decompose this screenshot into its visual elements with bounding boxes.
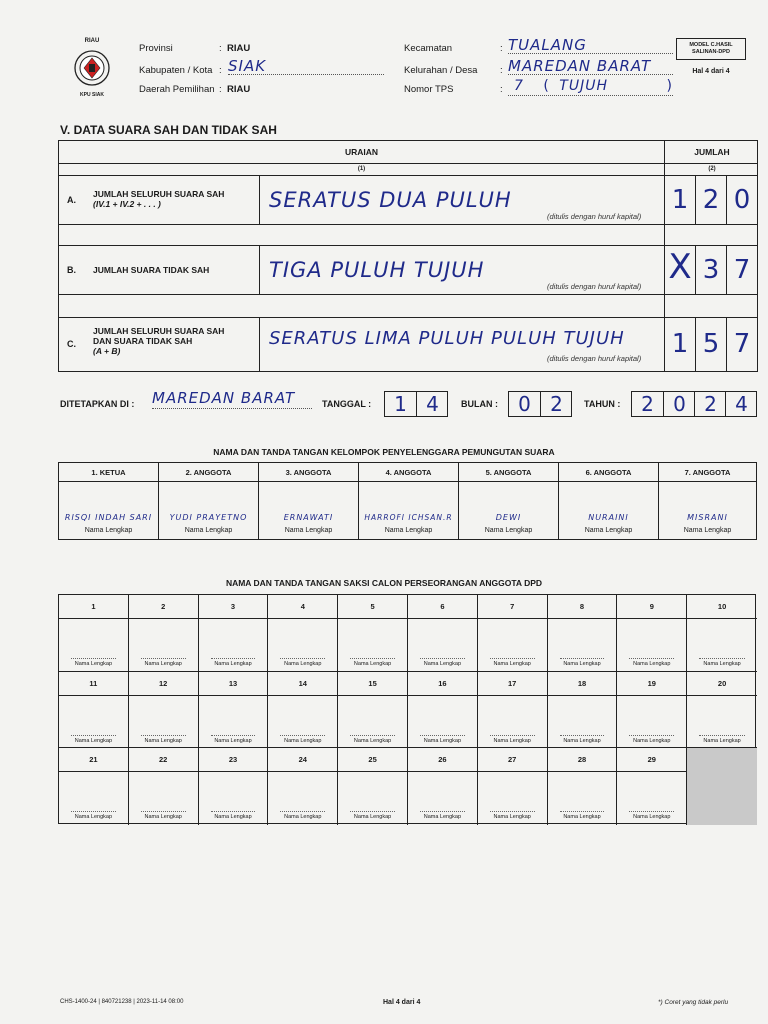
saksi-cell — [478, 748, 548, 825]
saksi-cell — [59, 748, 129, 825]
saksi-cell — [199, 595, 269, 672]
saksi-cell — [548, 595, 618, 672]
saksi-number: 27 — [478, 748, 547, 772]
saksi-nama-label: Nama Lengkap — [214, 737, 252, 744]
saksi-cell — [408, 672, 478, 749]
saksi-signature-line — [141, 658, 186, 659]
row-b-digit-2: 3 — [702, 255, 720, 285]
kpps-col-6: 6. ANGGOTA NURAINI Nama Lengkap — [559, 463, 659, 539]
row-c-digit-3: 7 — [733, 329, 751, 359]
saksi-number: 26 — [408, 748, 477, 772]
saksi-nama-label: Nama Lengkap — [74, 737, 113, 744]
row-b-note: (ditulis dengan huruf kapital) — [547, 282, 642, 291]
saksi-number: 14 — [268, 672, 337, 696]
kpps-col-3: 3. ANGGOTA ERNAWATI Nama Lengkap — [259, 463, 359, 539]
saksi-signature-line — [699, 735, 745, 736]
saksi-nama-label: Nama Lengkap — [563, 814, 601, 821]
saksi-nama-label: Nama Lengkap — [284, 661, 322, 667]
saksi-signature-line — [350, 811, 395, 812]
kelurahan-label: Kelurahan / Desa — [404, 65, 478, 76]
row-c-note: (ditulis dengan huruf kapital) — [547, 354, 642, 363]
saksi-title: NAMA DAN TANDA TANGAN SAKSI CALON PERSEORANGAN ANGGOTA DPD — [225, 578, 543, 588]
saksi-signature-line — [699, 658, 745, 659]
saksi-number: 20 — [687, 672, 757, 696]
saksi-signature-line — [560, 811, 605, 812]
saksi-number: 1 — [59, 595, 128, 619]
saksi-number: 23 — [199, 748, 268, 772]
saksi-number: 6 — [408, 595, 477, 619]
kpps-name-1: RISQI INDAH SARI — [64, 513, 153, 522]
saksi-cell — [268, 672, 338, 749]
model-line-2: SALINAN-DPD — [692, 49, 730, 55]
saksi-nama-label: Nama Lengkap — [284, 814, 322, 821]
saksi-nama-label: Nama Lengkap — [633, 814, 671, 821]
kpps-col-2: 2. ANGGOTA YUDI PRAYETNO Nama Lengkap — [159, 463, 259, 539]
saksi-nama-label: Nama Lengkap — [563, 737, 601, 744]
saksi-signature-line — [490, 735, 535, 736]
saksi-signature-line — [141, 735, 186, 736]
kpps-col-1: 1. KETUA RISQI INDAH SARI Nama Lengkap — [59, 463, 159, 539]
saksi-number: 13 — [199, 672, 268, 696]
page-indicator: Hal 4 dari 4 — [692, 68, 730, 75]
model-box — [676, 38, 746, 60]
kpps-title: NAMA DAN TANDA TANGAN KELOMPOK PENYELENGGARA PEMUNGUTAN SUARA — [213, 447, 555, 457]
saksi-nama-label: Nama Lengkap — [703, 737, 741, 744]
saksi-cell — [338, 672, 408, 749]
tps-words: TUJUH — [559, 78, 608, 94]
tanggal-label: TANGGAL : — [322, 399, 372, 409]
saksi-cell — [199, 672, 269, 749]
kpu-logo — [68, 38, 116, 98]
kabupaten-value: SIAK — [228, 57, 384, 75]
saksi-cell — [617, 672, 687, 749]
saksi-nama-label: Nama Lengkap — [74, 661, 113, 667]
saksi-signature-line — [71, 735, 116, 736]
saksi-signature-line — [211, 658, 256, 659]
ditetapkan-value: MAREDAN BARAT — [152, 389, 312, 409]
saksi-signature-line — [629, 811, 674, 812]
saksi-number: 22 — [129, 748, 198, 772]
saksi-cell — [408, 595, 478, 672]
saksi-signature-line — [490, 811, 535, 812]
saksi-signature-line — [350, 658, 395, 659]
saksi-nama-label: Nama Lengkap — [144, 814, 182, 821]
saksi-number: 18 — [548, 672, 617, 696]
saksi-nama-label: Nama Lengkap — [493, 661, 531, 667]
saksi-nama-label: Nama Lengkap — [633, 737, 671, 744]
saksi-number: 28 — [548, 748, 617, 772]
col-jumlah-num: (2) — [708, 166, 716, 172]
row-c-digit-1: 1 — [671, 329, 689, 359]
kpps-col-4: 4. ANGGOTA HARROFI ICHSAN.R Nama Lengkap — [359, 463, 459, 539]
saksi-cell — [408, 748, 478, 825]
kpps-table — [58, 462, 757, 540]
kpps-name-3: ERNAWATI — [283, 513, 334, 522]
saksi-nama-label: Nama Lengkap — [284, 737, 322, 744]
saksi-cell — [268, 748, 338, 825]
saksi-number: 19 — [617, 672, 686, 696]
saksi-number: 10 — [687, 595, 757, 619]
footer-code: CHS-1400-24 | 840721238 | 2023-11-14 08:00 — [60, 999, 184, 1005]
saksi-cell — [129, 595, 199, 672]
saksi-signature-line — [420, 811, 465, 812]
saksi-cell — [548, 672, 618, 749]
kpps-name-5: DEWI — [495, 513, 522, 522]
row-c-words: SERATUS LIMA PULUH PULUH TUJUH — [269, 328, 625, 349]
daerah-label: Daerah Pemilihan — [139, 84, 215, 95]
saksi-number: 21 — [59, 748, 128, 772]
saksi-cell — [129, 672, 199, 749]
kpps-col-5: 5. ANGGOTA DEWI Nama Lengkap — [459, 463, 559, 539]
saksi-number: 5 — [338, 595, 407, 619]
saksi-signature-line — [629, 658, 674, 659]
saksi-cell — [59, 672, 129, 749]
saksi-nama-label: Nama Lengkap — [493, 737, 531, 744]
row-a-note: (ditulis dengan huruf kapital) — [547, 212, 642, 221]
col-uraian: URAIAN — [344, 147, 379, 157]
row-b-digit-3: 7 — [733, 255, 751, 285]
saksi-number: 17 — [478, 672, 547, 696]
kpps-col-7: 7. ANGGOTA MISRANI Nama Lengkap — [659, 463, 756, 539]
saksi-nama-label: Nama Lengkap — [214, 661, 252, 667]
saksi-grid — [58, 594, 756, 824]
saksi-nama-label: Nama Lengkap — [423, 661, 462, 667]
saksi-nama-label: Nama Lengkap — [633, 661, 671, 667]
saksi-number: 4 — [268, 595, 337, 619]
saksi-nama-label: Nama Lengkap — [493, 814, 531, 821]
saksi-nama-label: Nama Lengkap — [353, 661, 392, 667]
saksi-nama-label: Nama Lengkap — [423, 737, 462, 744]
saksi-cell — [617, 595, 687, 672]
saksi-nama-label: Nama Lengkap — [353, 814, 392, 821]
saksi-signature-line — [211, 735, 256, 736]
saksi-signature-line — [560, 735, 605, 736]
saksi-cell — [478, 672, 548, 749]
saksi-cell — [478, 595, 548, 672]
saksi-number: 9 — [617, 595, 686, 619]
bulan-box: 0 2 — [508, 391, 572, 417]
section-title: V. DATA SUARA SAH DAN TIDAK SAH — [60, 123, 277, 137]
saksi-number: 25 — [338, 748, 407, 772]
ditetapkan-label: DITETAPKAN DI : — [60, 399, 135, 409]
logo-top-text: RIAU — [84, 38, 100, 44]
bulan-label: BULAN : — [461, 399, 498, 409]
saksi-cell — [268, 595, 338, 672]
row-c-digit-2: 5 — [702, 329, 720, 359]
saksi-signature-line — [420, 735, 465, 736]
saksi-number: 29 — [617, 748, 686, 772]
saksi-number: 7 — [478, 595, 547, 619]
kpps-name-6: NURAINI — [588, 513, 629, 522]
saksi-signature-line — [280, 811, 325, 812]
kabupaten-label: Kabupaten / Kota — [139, 65, 213, 76]
saksi-cell — [617, 748, 687, 825]
kecamatan-value: TUALANG — [508, 36, 673, 54]
row-a-digit-2: 2 — [702, 185, 720, 215]
saksi-cell — [687, 595, 757, 672]
saksi-nama-label: Nama Lengkap — [423, 814, 462, 821]
saksi-nama-label: Nama Lengkap — [144, 661, 182, 667]
model-line-1: MODEL C.HASIL — [689, 42, 733, 48]
saksi-number: 2 — [129, 595, 198, 619]
tanggal-box: 1 4 — [384, 391, 448, 417]
col-uraian-num: (1) — [357, 166, 366, 172]
kelurahan-value: MAREDAN BARAT — [508, 57, 673, 75]
row-b-label: JUMLAH SUARA TIDAK SAH — [93, 265, 210, 275]
saksi-signature-line — [560, 658, 605, 659]
tps-value-field: 7 ( TUJUH ) — [508, 78, 673, 96]
saksi-nama-label: Nama Lengkap — [353, 737, 392, 744]
saksi-signature-line — [280, 658, 325, 659]
vote-data-table — [58, 140, 758, 372]
saksi-cell — [687, 672, 757, 749]
saksi-cell — [129, 748, 199, 825]
saksi-cell — [59, 595, 129, 672]
saksi-nama-label: Nama Lengkap — [563, 661, 601, 667]
saksi-cell — [199, 748, 269, 825]
footer-note: *) Coret yang tidak perlu — [658, 999, 729, 1006]
saksi-number: 8 — [548, 595, 617, 619]
saksi-signature-line — [211, 811, 256, 812]
saksi-number: 16 — [408, 672, 477, 696]
provinsi-value: RIAU — [227, 43, 251, 54]
row-b-letter: B. — [67, 265, 76, 275]
kpps-name-4: HARROFI ICHSAN.R — [364, 513, 453, 522]
row-c-label: JUMLAH SELURUH SUARA SAH DAN SUARA TIDAK SAH (A + B) — [93, 326, 225, 356]
saksi-nama-label: Nama Lengkap — [144, 737, 182, 744]
saksi-signature-line — [420, 658, 465, 659]
saksi-nama-label: Nama Lengkap — [703, 661, 741, 667]
saksi-number: 15 — [338, 672, 407, 696]
row-c-letter: C. — [67, 339, 76, 349]
row-a-digit-3: 0 — [733, 185, 751, 215]
saksi-signature-line — [71, 658, 116, 659]
saksi-signature-line — [350, 735, 395, 736]
logo-bottom-text: KPU SIAK — [80, 92, 104, 98]
row-b-digit-1-crossed: X — [668, 247, 692, 287]
row-a-label: JUMLAH SELURUH SUARA SAH (IV.1 + IV.2 + . . . ) — [93, 189, 225, 209]
saksi-number: 3 — [199, 595, 268, 619]
saksi-signature-line — [71, 811, 116, 812]
kpu-emblem-icon — [68, 38, 116, 98]
row-a-words: SERATUS DUA PULUH — [269, 188, 512, 212]
row-b-words: TIGA PULUH TUJUH — [269, 258, 485, 282]
saksi-number: 11 — [59, 672, 128, 696]
tps-label: Nomor TPS — [404, 84, 454, 95]
saksi-cell — [548, 748, 618, 825]
saksi-cell — [338, 595, 408, 672]
tps-number: 7 — [514, 78, 524, 94]
saksi-blank-cell — [687, 748, 757, 825]
tahun-box: 2 0 2 4 — [631, 391, 757, 417]
daerah-value: RIAU — [227, 84, 251, 95]
kecamatan-label: Kecamatan — [404, 43, 453, 54]
footer-page: Hal 4 dari 4 — [383, 999, 421, 1006]
provinsi-label: Provinsi — [139, 43, 173, 54]
saksi-signature-line — [629, 735, 674, 736]
col-jumlah: JUMLAH — [694, 147, 730, 157]
row-a-digit-1: 1 — [671, 185, 689, 215]
saksi-number: 12 — [129, 672, 198, 696]
saksi-signature-line — [141, 811, 186, 812]
row-a-letter: A. — [67, 195, 76, 205]
saksi-number: 24 — [268, 748, 337, 772]
saksi-cell — [338, 748, 408, 825]
saksi-nama-label: Nama Lengkap — [74, 814, 113, 821]
saksi-nama-label: Nama Lengkap — [214, 814, 252, 821]
kpps-name-7: MISRANI — [687, 513, 728, 522]
kpps-name-2: YUDI PRAYETNO — [169, 513, 248, 522]
tahun-label: TAHUN : — [584, 399, 621, 409]
saksi-signature-line — [490, 658, 535, 659]
saksi-signature-line — [280, 735, 325, 736]
